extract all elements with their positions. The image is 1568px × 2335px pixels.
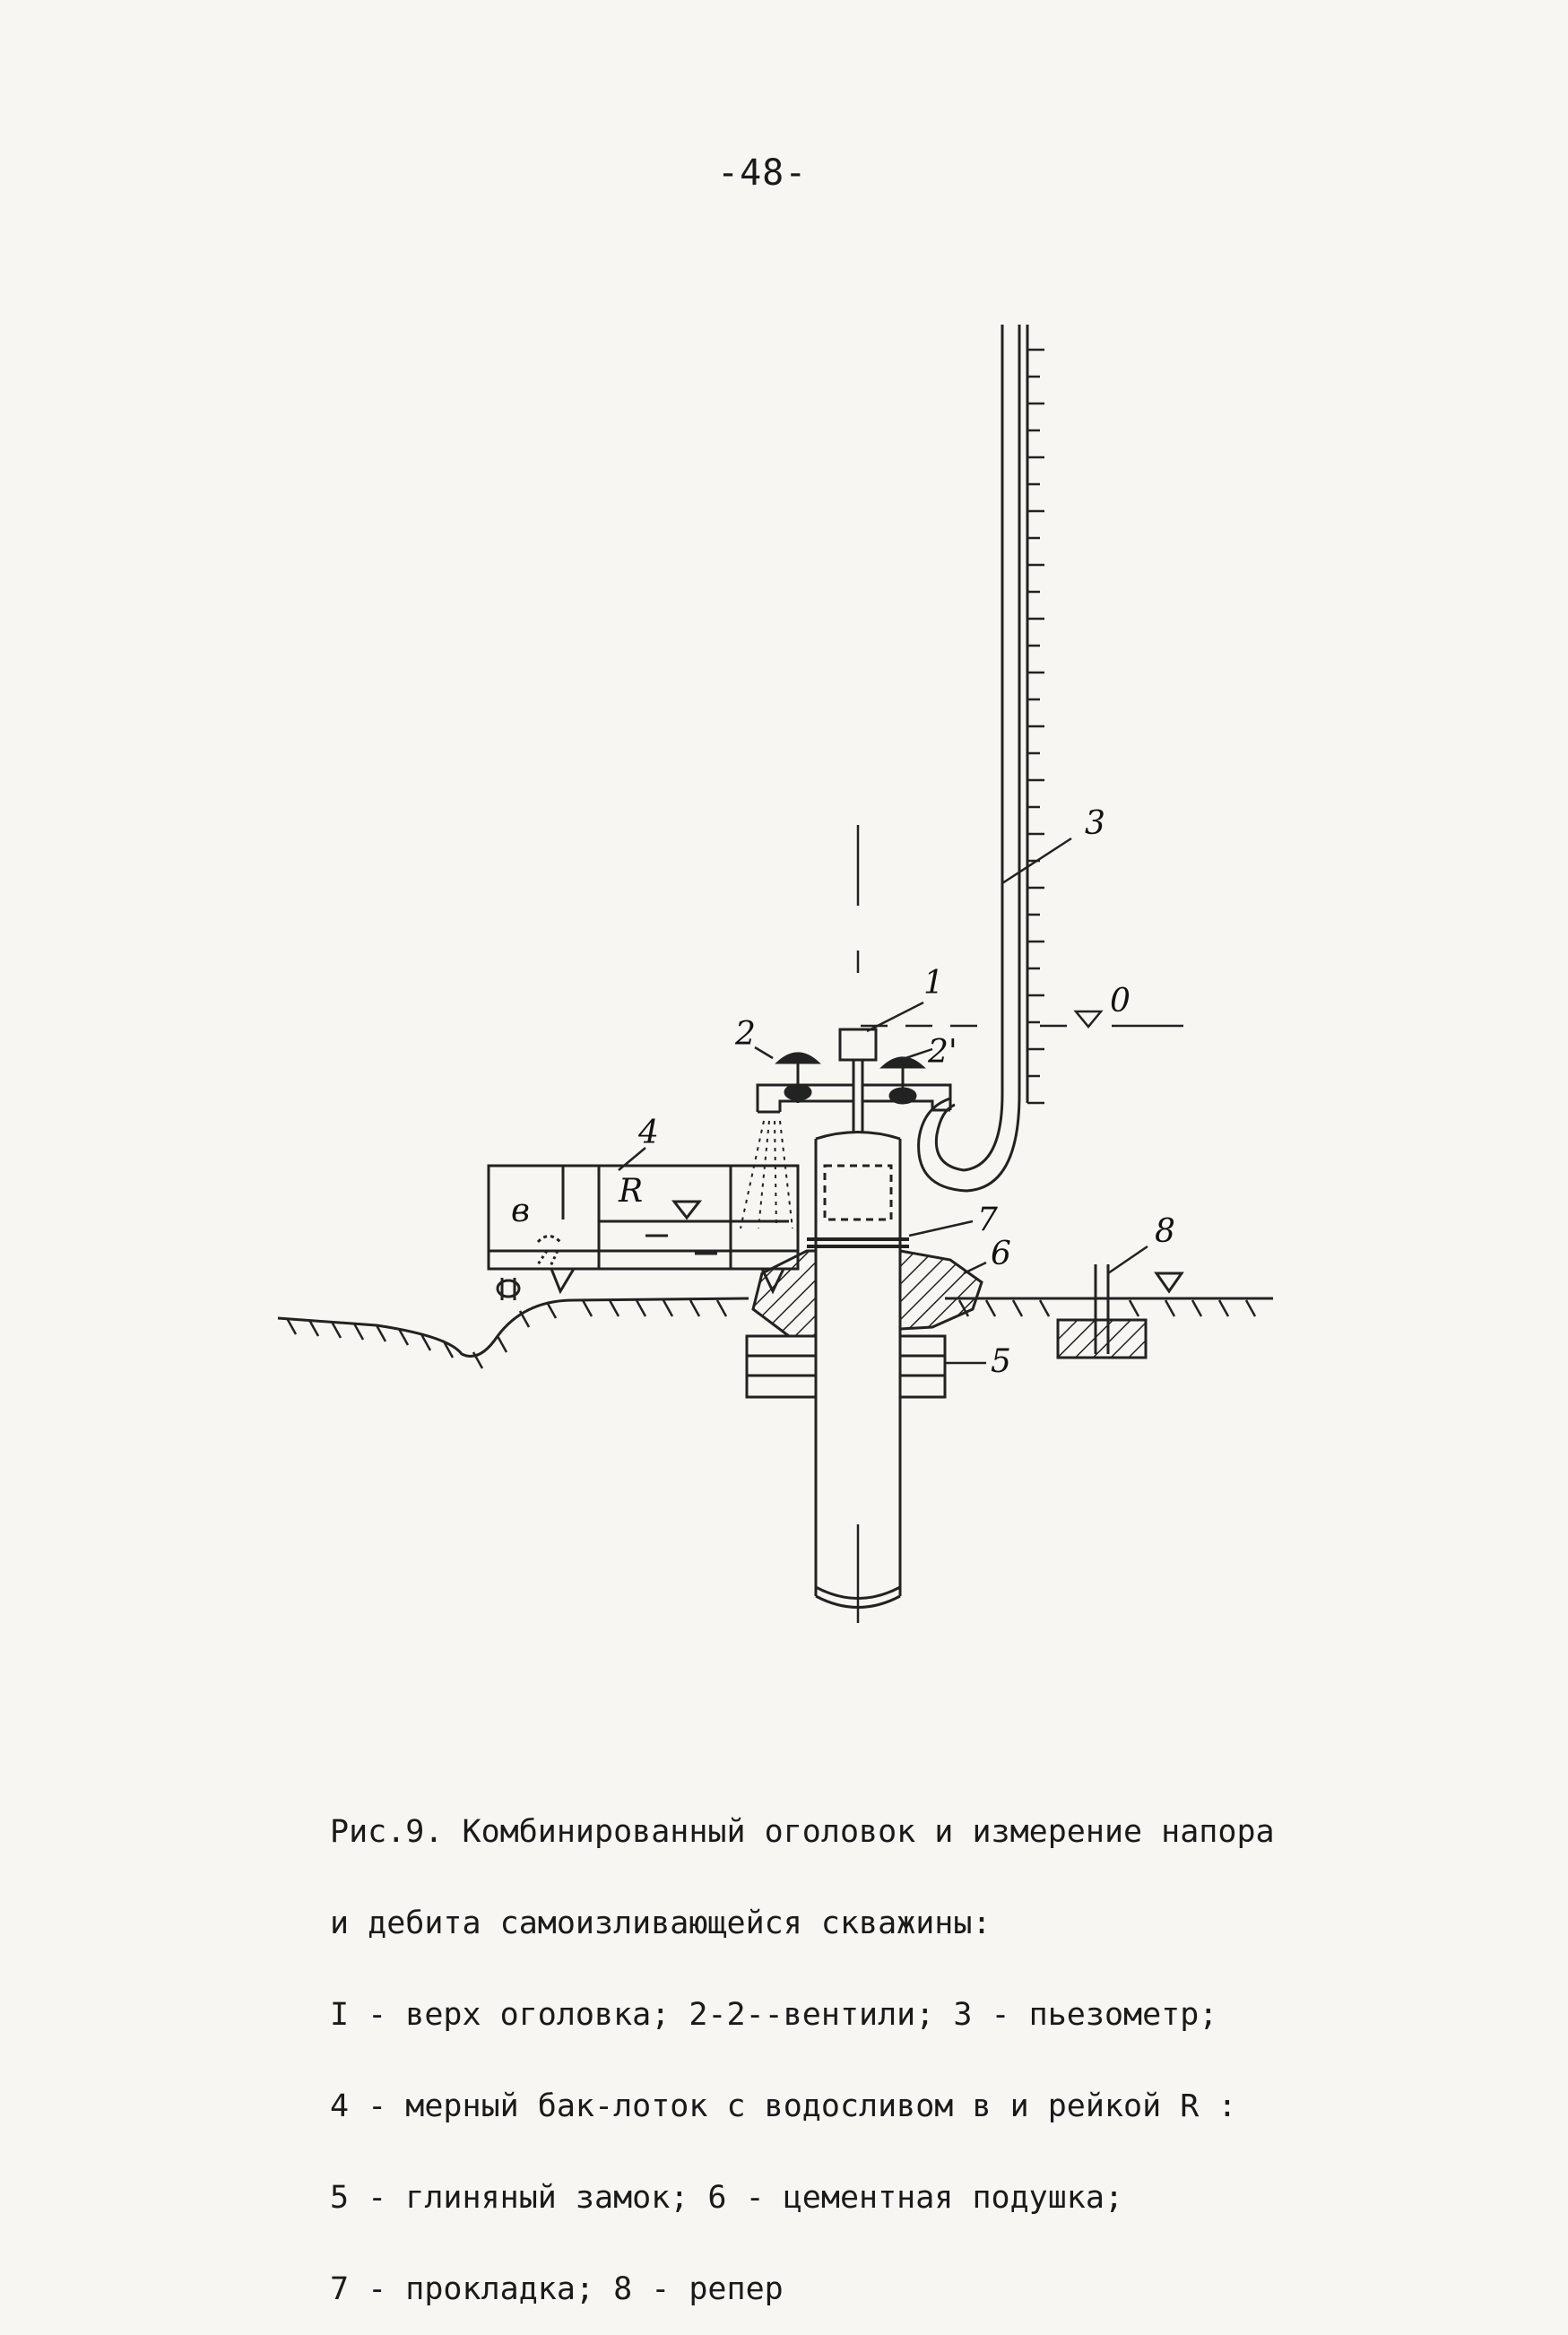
label-2: 2: [735, 1016, 756, 1053]
label-8: 8: [1155, 1213, 1175, 1250]
label-weir-b: в: [511, 1193, 530, 1229]
caption-line: I - верх оголовка; 2-2--вентили; 3 - пьезометр;: [330, 1997, 1218, 2033]
cement-cushion: [753, 1251, 982, 1336]
caption-line: 4 - мерный бак-лоток с водосливом в и рейкой R :: [330, 2088, 1237, 2124]
clay-lock: [747, 1336, 945, 1397]
label-4: 4: [638, 1115, 659, 1151]
label-level-0: 0: [1110, 983, 1131, 1020]
label-7: 7: [977, 1202, 998, 1238]
label-6: 6: [991, 1236, 1011, 1272]
benchmark: [1058, 1264, 1182, 1358]
piezometer-scale: [1027, 350, 1044, 1103]
label-2-prime: 2': [928, 1034, 957, 1071]
page-number: -48-: [717, 152, 808, 194]
gasket: [807, 1239, 909, 1246]
caption-line: 5 - глиняный замок; 6 - цементная подушка;: [330, 2180, 1124, 2216]
caption-line: и дебита самоизливающейся скважины:: [330, 1905, 992, 1941]
valve-2-prime: [883, 1058, 923, 1103]
outflow-jet: [741, 1121, 793, 1228]
caption-line: 7 - прокладка; 8 - репер: [330, 2271, 784, 2307]
valve-2: [778, 1054, 818, 1103]
well-head-top: [840, 1029, 876, 1132]
label-rail-k: R: [619, 1173, 644, 1210]
caption-line: Рис.9. Комбинированный оголовок и измерение напора: [330, 1814, 1275, 1850]
measuring-tank: [489, 1166, 798, 1300]
label-3: 3: [1085, 805, 1105, 842]
figure-caption: [330, 1756, 1316, 2335]
label-1: 1: [923, 965, 944, 1002]
level-line-0: [861, 1011, 1183, 1027]
label-5: 5: [991, 1343, 1011, 1380]
